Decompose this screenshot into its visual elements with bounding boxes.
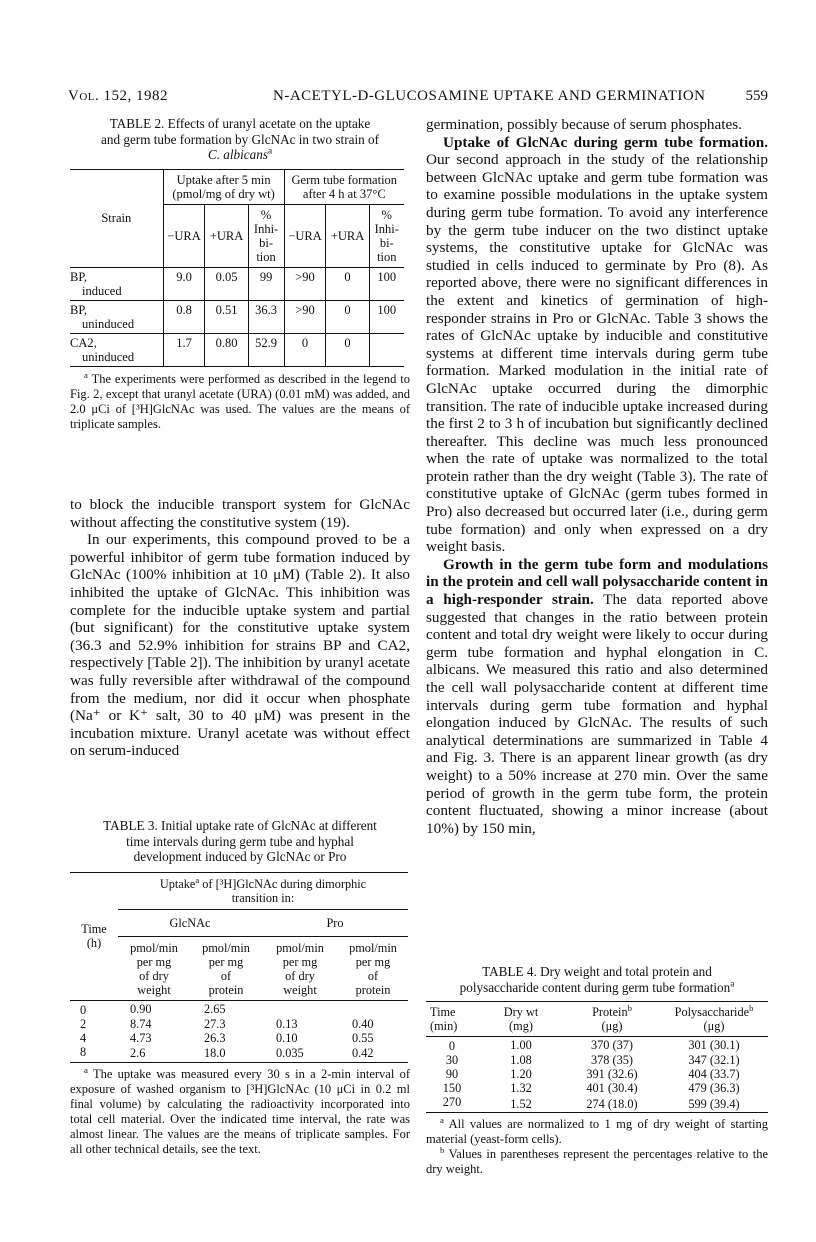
col-per-protein: pmol/min per mg of protein xyxy=(202,940,250,997)
section-heading: Growth in the germ tube form and modulations in the protein and cell wall polysaccharide content in a high-responder strain. xyxy=(426,555,768,609)
table-2-footnote: $^a$ The experiments were performed as described in the legend to Fig. 2, except that uranyl acetate (URA) (0.01 mM) was added, and 2.0 μCi of [³H]GlcNAc was used. The values are the means of triplicate samples. xyxy=(70,369,410,431)
table-3-footnote: $^a$ The uptake was measured every 30 s in a 2-min interval of exposure of washed organism to [³H]GlcNAc (10 μCi in 0.2 ml final volume) by calculating the radioactivity incorporated into total cell material. Over the indicated time interval, the rate was almost linear. The values are the means of triplicate samples. For all other technical details, see the text. xyxy=(70,1064,410,1156)
paragraph: to block the inducible transport system for GlcNAc without affecting the constitutive system (19). xyxy=(70,496,410,531)
table-4 xyxy=(426,964,768,1177)
table-3-caption: TABLE 3. Initial uptake rate of GlcNAc at different time intervals during germ tube and hyphal development induced by GlcNAc or Pro xyxy=(103,818,377,864)
table-4-caption: TABLE 4. Dry weight and total protein and polysaccharide content during germ tube formation$^a$ xyxy=(459,964,735,995)
uptake-span-header: Uptake$^a$ of [³H]GlcNAc during dimorphic transition in: xyxy=(159,874,367,905)
table-row: 30 1.08 378 (35) 347 (32.1) xyxy=(445,1053,740,1067)
col-plus-ura: +URA xyxy=(205,204,248,267)
col-dry-weight: Dry wt (mg) xyxy=(503,1005,539,1033)
col-time: Time (min) xyxy=(430,1005,458,1033)
col-per-protein: pmol/min per mg of protein xyxy=(349,940,397,997)
page-number: 559 xyxy=(745,88,768,104)
paragraph: germination, possibly because of serum phosphates. xyxy=(426,116,742,133)
col-per-dry-weight: pmol/min per mg of dry weight xyxy=(276,940,324,997)
uptake-group-header: Uptake after 5 min (pmol/mg of dry wt) xyxy=(163,169,284,204)
glcnac-group-header: GlcNAc xyxy=(118,909,262,936)
strain-header: Strain xyxy=(70,169,163,267)
col-minus-ura: −URA xyxy=(284,204,326,267)
col-polysaccharide: Polysaccharide$^b$ (μg) xyxy=(674,1002,754,1033)
table-row: 4 4.73 26.3 0.10 0.55 xyxy=(80,1030,374,1045)
running-header xyxy=(68,88,768,108)
table-3-grid xyxy=(70,872,408,1063)
col-pct-inhibition: % Inhi- bi- tion xyxy=(374,207,399,264)
right-body-text xyxy=(426,116,768,837)
col-plus-ura: +URA xyxy=(326,204,369,267)
table-row: 0 1.00 370 (37) 301 (30.1) xyxy=(448,1038,740,1053)
table-row: 270 1.52 274 (18.0) 599 (39.4) xyxy=(442,1095,740,1111)
col-minus-ura: −URA xyxy=(163,204,205,267)
running-title: N-ACETYL-D-GLUCOSAMINE UPTAKE AND GERMINATION xyxy=(273,88,706,104)
time-header: Time (h) xyxy=(81,922,107,950)
table-2-grid xyxy=(70,169,404,367)
col-per-dry-weight: pmol/min per mg of dry weight xyxy=(130,940,178,997)
paragraph: In our experiments, this compound proved to be a powerful inhibitor of germ tube formation induced by GlcNAc (100% inhibition at 10 μM) (Table 2). It also inhibited the uptake of GlcNAc. This inhibition was complete for the inducible uptake system and partial (but significant) for the constitutive uptake system (36.3 and 52.9% inhibition for strains BP and CA2, respectively [Table 2]). The inhibition by uranyl acetate was fully reversible after withdrawal of the compound from the medium, nor did it occur when phosphate (Na⁺ or K⁺ salt, 30 to 40 μM) was present in the incubation mixture. Uranyl acetate was without effect on serum-induced xyxy=(70,531,410,760)
table-row: 90 1.20 391 (32.6) 404 (33.7) xyxy=(445,1067,740,1081)
table-4-footnotes: $^a$ All values are normalized to 1 mg of dry weight of starting material (yeast-form cells). $^b$ Values in parentheses represent the percentages relative to the dry weight. xyxy=(426,1114,768,1176)
col-protein: Protein$^b$ (μg) xyxy=(592,1002,632,1033)
table-row: 150 1.32 401 (30.4) 479 (36.3) xyxy=(442,1081,740,1095)
table-2 xyxy=(70,116,410,432)
col-pct-inhibition: % Inhi- bi- tion xyxy=(248,204,284,267)
table-2-caption: TABLE 2. Effects of uranyl acetate on the uptake and germ tube formation by GlcNAc in two strain of C. albicans$^a$ xyxy=(101,116,379,162)
paragraph: Uptake of GlcNAc during germ tube formation. Our second approach in the study of the relationship between GlcNAc uptake and germ tube formation was to examine possible modulations in the uptake system during germ tube formation. To avoid any interference by the germ tube inducer on the two distinct uptake systems, the constitutive uptake for GlcNAc was studied in cells induced to germinate by Pro (8). As reported above, there were no significant differences in the extent and kinetics of germination of high-responder strains in Pro or GlcNAc. Table 3 shows the rates of GlcNAc uptake by inducible and constitutive systems at different time intervals during germ tube formation. Marked modulation in the initial rate of GlcNAc uptake occurred during the dimorphic transition. The rate of inducible uptake increased during the first 2 to 3 h of incubation but significantly declined thereafter. This decline was much less pronounced when the rate of uptake was normalized to the total protein rather than the dry weight (Table 3). The rate of constitutive uptake of GlcNAc (germ tubes formed in Pro) also decreased but occurred later (i.e., during germ tube formation) and only when expressed on a dry weight basis. xyxy=(426,133,768,556)
table-row: 2 8.74 27.3 0.13 0.40 xyxy=(80,1016,374,1031)
table-4-grid xyxy=(426,1001,768,1113)
left-body-text xyxy=(70,496,410,760)
germ-tube-group-header: Germ tube formation after 4 h at 37°C xyxy=(291,172,398,201)
table-row: BP, uninduced 0.8 0.51 36.3 >90 0 100 xyxy=(70,300,404,333)
table-3 xyxy=(70,818,410,1157)
pro-group-header: Pro xyxy=(262,909,408,936)
table-row: CA2, uninduced 1.7 0.80 52.9 0 0 xyxy=(70,333,404,366)
table-row: 0 0.90 2.65 xyxy=(80,1001,226,1017)
table-row: 8 2.6 18.0 0.035 0.42 xyxy=(80,1044,374,1060)
table-row: BP, induced 9.0 0.05 99 >90 0 100 xyxy=(70,267,404,300)
paragraph: Growth in the germ tube form and modulations in the protein and cell wall polysaccharide content in a high-responder strain. The data reported above suggested that changes in the ratio between protein content and total dry weight were likely to occur during germ tube formation and hyphal elongation in C. albicans. We measured this ratio and also determined the cell wall polysaccharide content at different time intervals during germ tube formation and hyphal elongation induced by GlcNAc. The results of such analytical determinations are summarized in Table 4 and Fig. 3. There is an apparent linear growth (as dry weight) to a 50% increase at 270 min. Over the same period of growth in the germ tube form, the protein content fluctuated, showing a minor increase (about 10%) by 150 min, xyxy=(426,555,768,837)
section-heading: Uptake of GlcNAc during germ tube formation. xyxy=(443,133,768,151)
journal-volume: Vol. 152, 1982 xyxy=(68,88,168,104)
